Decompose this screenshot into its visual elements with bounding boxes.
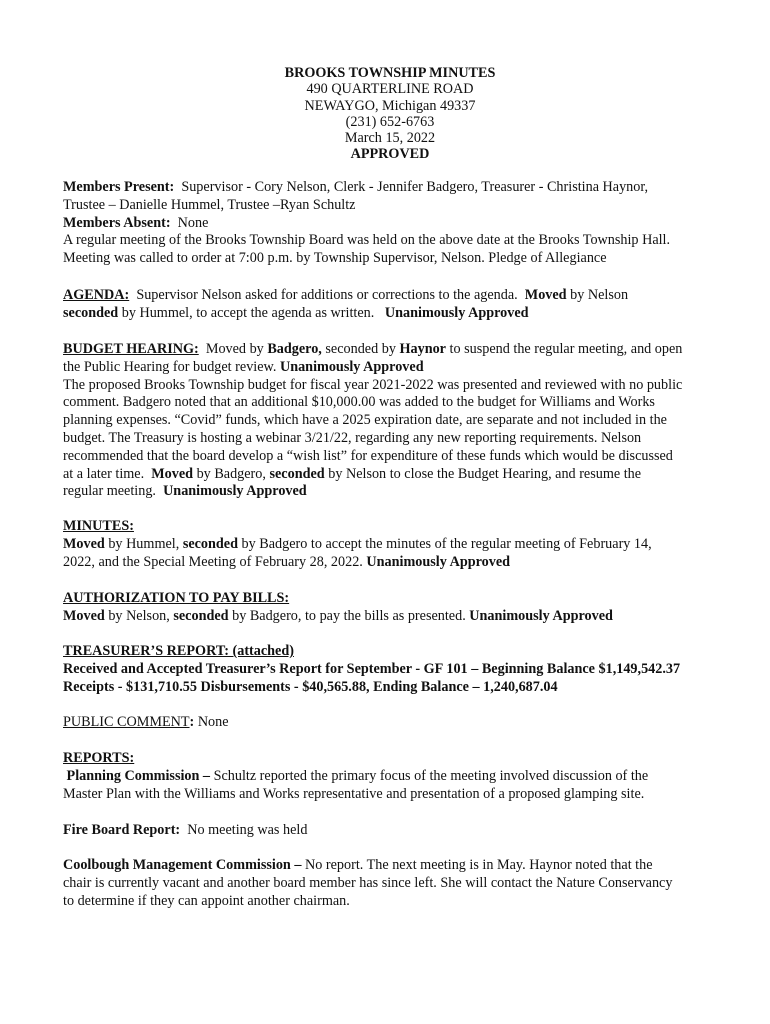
coolbough-line-3: to determine if they can appoint another chairman. — [63, 892, 350, 909]
budget-l1-d: Haynor — [399, 341, 446, 357]
planning-commission-line-1: Schultz reported the primary focus of the meeting involved discussion of the — [213, 767, 649, 784]
agenda-seconded-text: by Hummel, to accept the agenda as written. — [121, 304, 375, 321]
members-absent-label: Members Absent: — [63, 214, 171, 231]
township-city: NEWAYGO, Michigan 49337 — [304, 97, 476, 114]
minutes-l2-a: 2022, and the Special Meeting of February 28, 2022. — [63, 553, 363, 570]
fire-board-value: No meeting was held — [187, 822, 308, 838]
budget-l1-a: Moved by — [205, 341, 264, 357]
budget-l1-c: seconded by — [325, 341, 396, 357]
agenda-section — [63, 287, 743, 323]
members-section — [63, 179, 743, 268]
reports-heading: REPORTS: — [63, 750, 135, 766]
coolbough-line-2: chair is currently vacant and another board member has since left. She will contact the Nature Conservancy — [63, 874, 673, 891]
budget-l4: comment. Badgero noted that an additional $10,000.00 was added to the budget for Williams and Works — [63, 394, 655, 411]
budget-l7: recommended that the board develop a “wish list” for expenditure of these funds which would be discussed — [63, 447, 673, 464]
budget-l9-b: Unanimously Approved — [163, 483, 307, 500]
budget-l8-d: seconded — [269, 465, 325, 482]
coolbough-label: Coolbough Management Commission – — [63, 857, 302, 873]
agenda-moved: Moved — [524, 287, 567, 303]
minutes-heading: MINUTES: — [63, 518, 134, 534]
budget-l8-c: by Badgero, — [196, 465, 266, 482]
treasurer-section — [63, 643, 743, 696]
members-absent-value: None — [177, 214, 209, 231]
coolbough-line-1: No report. The next meeting is in May. Haynor noted that the — [305, 857, 653, 873]
budget-l2-a: the Public Hearing for budget review. — [63, 358, 277, 375]
fire-board-label: Fire Board Report: — [63, 822, 181, 838]
budget-l8-e: by Nelson to close the Budget Hearing, and resume the — [328, 465, 642, 482]
bills-heading: AUTHORIZATION TO PAY BILLS: — [63, 590, 290, 606]
budget-l6: budget. The Treasury is hosting a webinar 3/21/22, regarding any new reporting requirements. Nelson — [63, 429, 642, 446]
budget-l5: planning expenses. “Covid” funds, which have a 2025 expiration date, are separate and not included in the — [63, 412, 667, 429]
reports-section — [63, 750, 743, 803]
members-present-line-1: Supervisor - Cory Nelson, Clerk - Jennifer Badgero, Treasurer - Christina Haynor, — [181, 179, 649, 195]
agenda-moved-by: by Nelson — [570, 287, 629, 303]
budget-l9-a: regular meeting. — [63, 483, 156, 500]
document-title: BROOKS TOWNSHIP MINUTES — [284, 65, 496, 81]
members-present-line-2: Trustee – Danielle Hummel, Trustee –Ryan Schultz — [63, 196, 356, 213]
public-comment-section — [63, 714, 743, 732]
bills-section — [63, 590, 743, 626]
treasurer-line-2: Receipts - $131,710.55 Disbursements - $40,565.88, Ending Balance – 1,240,687.04 — [63, 678, 558, 695]
bills-moved: Moved — [63, 607, 105, 624]
minutes-result: Unanimously Approved — [366, 553, 511, 570]
planning-commission-line-2: Master Plan with the Williams and Works representative and presentation of a proposed glamping site. — [63, 785, 645, 802]
minutes-header — [0, 65, 770, 163]
minutes-section — [63, 518, 743, 571]
budget-heading: BUDGET HEARING: — [63, 341, 199, 357]
budget-l2-b: Unanimously Approved — [279, 358, 424, 375]
public-comment-value: None — [197, 714, 229, 730]
meeting-intro-line-1: A regular meeting of the Brooks Township Board was held on the above date at the Brooks Township Hall. — [63, 232, 671, 249]
budget-l8-b: Moved — [151, 465, 194, 482]
budget-l1-b: Badgero, — [267, 341, 322, 357]
public-comment-label: PUBLIC COMMENT — [63, 714, 190, 730]
agenda-result: Unanimously Approved — [384, 304, 529, 321]
bills-seconded: seconded — [173, 607, 229, 624]
treasurer-line-1: Received and Accepted Treasurer’s Report for September - GF 101 – Beginning Balance $1,149,542.37 — [63, 660, 681, 677]
budget-hearing-section — [63, 341, 743, 501]
bills-b: by Badgero, to pay the bills as presented. — [232, 607, 466, 624]
budget-l1-e: to suspend the regular meeting, and open — [449, 341, 683, 357]
minutes-l1-b: by Badgero to accept the minutes of the regular meeting of February 14, — [241, 535, 652, 552]
coolbough-section — [63, 857, 743, 910]
public-comment-colon: : — [189, 714, 195, 730]
planning-commission-label: Planning Commission – — [66, 767, 211, 784]
township-address: 490 QUARTERLINE ROAD — [306, 81, 474, 98]
minutes-seconded: seconded — [182, 535, 238, 552]
township-phone: (231) 652-6763 — [345, 113, 435, 130]
treasurer-heading: TREASURER’S REPORT: (attached) — [63, 643, 294, 659]
agenda-seconded: seconded — [63, 304, 119, 321]
bills-a: by Nelson, — [108, 607, 170, 624]
meeting-intro-line-2: Meeting was called to order at 7:00 p.m. by Township Supervisor, Nelson. Pledge of Allegiance — [63, 250, 607, 267]
budget-l8-a: at a later time. — [63, 465, 145, 482]
minutes-moved: Moved — [63, 535, 105, 552]
agenda-text: Supervisor Nelson asked for additions or corrections to the agenda. — [136, 287, 518, 303]
agenda-heading: AGENDA: — [63, 287, 130, 303]
fire-board-section — [63, 822, 743, 840]
approval-status: APPROVED — [350, 146, 430, 163]
minutes-l1-a: by Hummel, — [108, 535, 180, 552]
bills-result: Unanimously Approved — [469, 607, 613, 624]
meeting-date: March 15, 2022 — [344, 130, 436, 147]
members-present-label: Members Present: — [63, 179, 175, 195]
budget-l3: The proposed Brooks Township budget for fiscal year 2021-2022 was presented and reviewed with no public — [63, 376, 683, 393]
